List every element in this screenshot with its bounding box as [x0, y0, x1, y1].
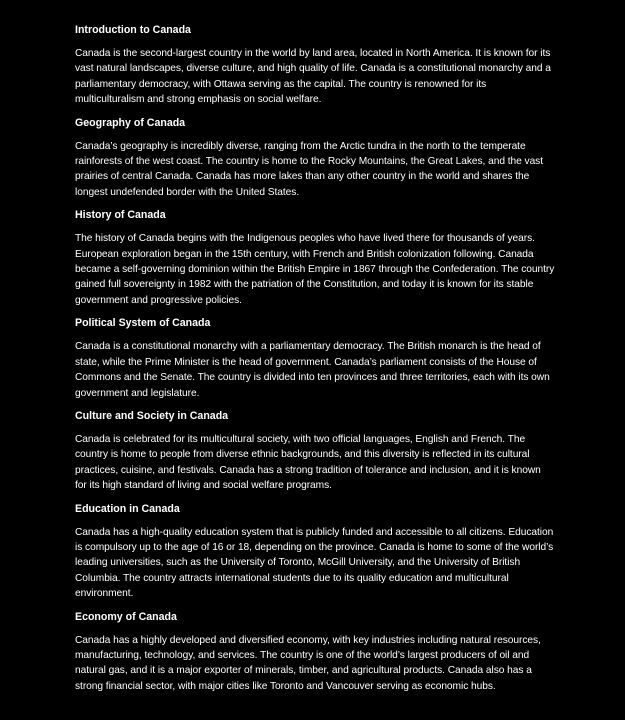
section-paragraph: Canada has a high-quality education system that is publicly funded and accessible to all citizens. Education is compulsory up to the age of 16 or 18, depending on the province. Canada is home to some of the world’s leading universities, such as the University of Toronto, McGill University, and the University of British Columbia. The country attracts international students due to its quality education and multicultural environment. [75, 526, 554, 600]
section-political-system [75, 316, 555, 401]
section-geography [75, 116, 555, 201]
section-culture-society [75, 409, 555, 494]
section-history [75, 208, 555, 308]
section-heading: History of Canada [75, 209, 166, 222]
section-heading: Geography of Canada [75, 116, 186, 129]
section-introduction [75, 23, 555, 108]
section-paragraph: Canada has a highly developed and diversified economy, with key industries including natural resources, manufacturing, technology, and services. The country is one of the world’s largest producers of oil and natural gas, and it is a major exporter of minerals, timber, and agricultural products. Canada also has a strong financial sector, with major cities like Toronto and Vancouver serving as economic hubs. [75, 634, 541, 692]
section-heading: Economy of Canada [75, 610, 177, 623]
section-paragraph: Canada is celebrated for its multicultural society, with two official languages, English and French. The country is home to people from diverse ethnic backgrounds, and this diversity is reflected in its cultural practices, cuisine, and festivals. Canada has a strong tradition of tolerance and inclusion, and it is known for its high standard of living and social welfare programs. [75, 433, 541, 492]
section-heading: Political System of Canada [75, 317, 211, 330]
section-heading: Culture and Society in Canada [75, 409, 229, 422]
section-heading: Education in Canada [75, 502, 180, 515]
section-paragraph: Canada is the second-largest country in the world by land area, located in North America. It is known for its vast natural landscapes, diverse culture, and high quality of life. Canada is a constitutional monarchy and a parliamentary democracy, with Ottawa serving as the capital. The country is renowned for its multiculturalism and strong emphasis on social welfare. [75, 48, 551, 106]
section-economy [75, 610, 555, 695]
section-heading: Introduction to Canada [75, 24, 191, 36]
section-paragraph: Canada’s geography is incredibly diverse, ranging from the Arctic tundra in the north to the temperate rainforests of the west coast. The country is home to the Rocky Mountains, the Great Lakes, and the vast prairies of central Canada. Canada has more lakes than any other country in the world and shares the longest undefended border with the United States. [75, 140, 544, 198]
section-paragraph: The history of Canada begins with the Indigenous peoples who have lived there for thousands of years. European exploration began in the 15th century, with French and British colonization following. Canada became a self-governing dominion within the British Empire in 1867 through the Confederation. The country gained full sovereignty in 1982 with the patriation of the Constitution, and today it is known for its stable government and progressive policies. [75, 233, 555, 306]
section-paragraph: Canada is a constitutional monarchy with a parliamentary democracy. The British monarch is the head of state, while the Prime Minister is the head of government. Canada’s parliament consists of the House of Commons and the Senate. The country is divided into ten provinces and three territories, each with its own government and legislature. [75, 341, 550, 399]
section-education [75, 502, 555, 602]
